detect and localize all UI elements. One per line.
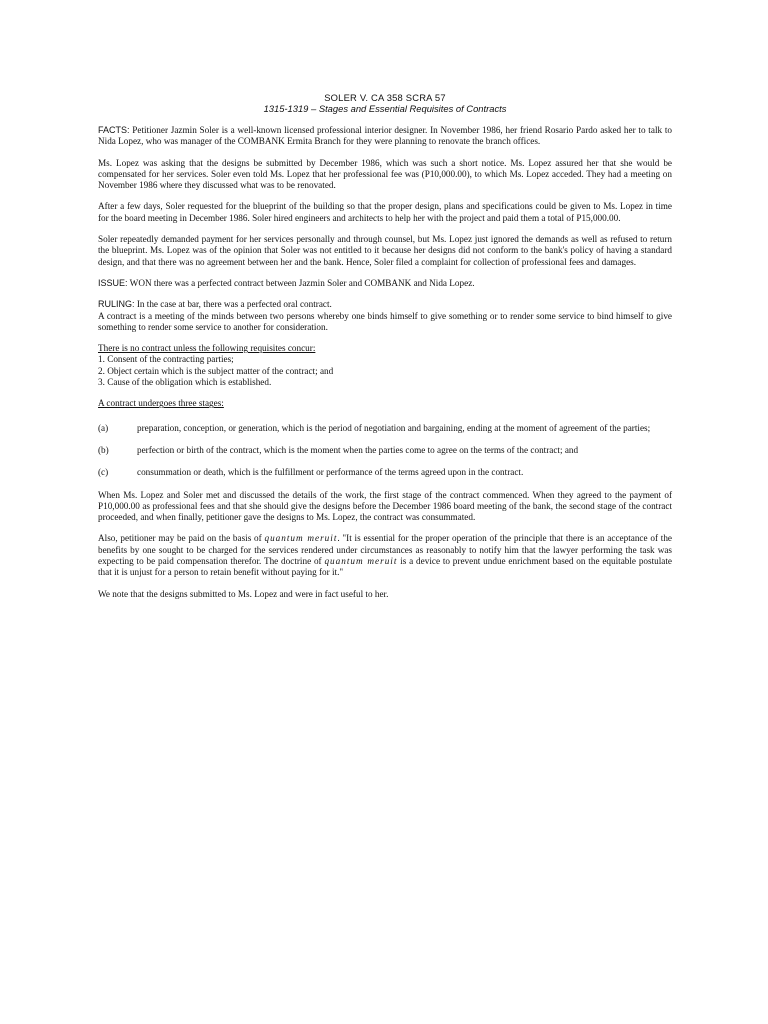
closing-paragraph: We note that the designs submitted to Ms. Lopez and were in fact useful to her. xyxy=(98,588,389,599)
case-title: SOLER V. CA 358 SCRA 57 xyxy=(324,92,446,103)
paragraph-4: Soler repeatedly demanded payment for her services personally and through counsel, but Ms. Lopez just ignored the demands as well as refused to return the blueprint. Ms. Lopez was of the opinion that Soler was not entitled to it because her designs did not conform to the bank's policy of having a standard design, and that there was no agreement between her and the bank. Hence, Soler filed a complaint for collection of professional fees and damages. xyxy=(98,234,672,267)
stage-item xyxy=(98,467,672,478)
stage-item xyxy=(98,423,672,434)
ruling-paragraph xyxy=(98,299,672,333)
quantum-mid: . "It is essential for the proper operation of the principle that there is an acceptance of the benefits by one sought to be charged for the services rendered under circumstances as reasonably to notify him that the lawyer performing the task was expecting to be paid compensation therefor. The doctrine of xyxy=(98,533,672,567)
quantum-meruit-paragraph xyxy=(98,533,672,578)
quantum-term-2: quantum meruit xyxy=(324,556,398,567)
stage-item xyxy=(98,445,672,456)
stage-label: (c) xyxy=(98,467,109,478)
requisites-block xyxy=(98,343,672,388)
stage-text: perfection or birth of the contract, which is the moment when the parties come to agree on the terms of the contract; and xyxy=(137,444,579,455)
application-paragraph: When Ms. Lopez and Soler met and discussed the details of the work, the first stage of the contract commenced. When they agreed to the payment of P10,000.00 as professional fees and that she should give the designs before the December 1986 board meeting of the bank, the second stage of the contract proceeded, and when finally, petitioner gave the designs to Ms. Lopez, the contract was consummated. xyxy=(98,489,672,523)
ruling-text: In the case at bar, there was a perfected oral contract. xyxy=(134,299,332,310)
issue-label: ISSUE: xyxy=(98,277,128,288)
contract-definition: A contract is a meeting of the minds between two persons whereby one binds himself to give something or to render some service to bind himself to give something to render some service to another for consideration. xyxy=(98,310,672,332)
stages-heading-paragraph xyxy=(98,398,672,409)
facts-paragraph xyxy=(98,125,672,148)
document-page xyxy=(98,92,672,610)
facts-label: FACTS: xyxy=(98,125,130,135)
stage-label: (b) xyxy=(98,444,109,455)
quantum-end: is a device to prevent undue enrichment based on the equitable postulate that it is unjust for a person to retain benefit without paying for it." xyxy=(98,556,672,578)
stage-text: consummation or death, which is the fulfillment or performance of the terms agreed upon in the contract. xyxy=(137,467,524,478)
paragraph-2: Ms. Lopez was asking that the designs be submitted by December 1986, which was such a short notice. Ms. Lopez assured her that she would be compensated for her services. Soler even told Ms. Lopez that her professional fee was (P10,000.00), to which Ms. Lopez acceded. They had a meeting on November 1986 where they discussed what was to be renovated. xyxy=(98,157,672,191)
ruling-label: RULING: xyxy=(98,299,135,310)
quantum-term: quantum meruit xyxy=(264,533,338,544)
case-subtitle: 1315-1319 – Stages and Essential Requisites of Contracts xyxy=(263,103,507,114)
quantum-intro: Also, petitioner may be paid on the basis of xyxy=(98,533,265,544)
facts-text: Petitioner Jazmin Soler is a well-known licensed professional interior designer. In November 1986, her friend Rosario Pardo asked her to talk to Nida Lopez, who was manager of the COMBANK Ermita Branch for they were planning to renovate the branch offices. xyxy=(98,125,672,147)
paragraph-3: After a few days, Soler requested for the blueprint of the building so that the proper design, plans and specifications could be given to Ms. Lopez in time for the board meeting in December 1986. Soler hired engineers and architects to help her with the project and paid them a total of P15,000.00. xyxy=(98,201,672,223)
issue-paragraph xyxy=(98,278,672,289)
stages-heading: A contract undergoes three stages: xyxy=(98,398,224,409)
requisite-item: 3. Cause of the obligation which is established. xyxy=(98,377,272,388)
requisite-item: 1. Consent of the contracting parties; xyxy=(98,354,234,365)
issue-text: WON there was a perfected contract between Jazmin Soler and COMBANK and Nida Lopez. xyxy=(127,277,475,288)
requisites-heading: There is no contract unless the following requisites concur: xyxy=(98,343,316,354)
stage-label: (a) xyxy=(98,422,109,433)
requisite-item: 2. Object certain which is the subject matter of the contract; and xyxy=(98,365,334,376)
stage-text: preparation, conception, or generation, which is the period of negotiation and bargaining, ending at the moment of agreement of the parties; xyxy=(137,422,651,433)
